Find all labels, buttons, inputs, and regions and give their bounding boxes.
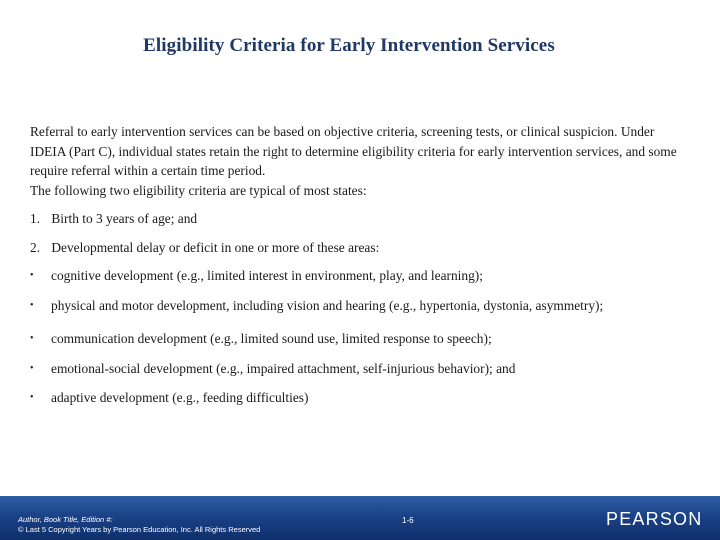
footer-credits — [18, 515, 260, 535]
criterion-number: 1. — [30, 211, 41, 226]
area-item-adaptive — [30, 388, 680, 408]
area-text: communication development (e.g., limited sound use, limited response to speech); — [51, 331, 492, 346]
pearson-logo: PEARSON — [606, 509, 703, 529]
bullet-icon: • — [30, 333, 34, 344]
criterion-1 — [30, 209, 680, 229]
footer-bar — [0, 496, 720, 540]
area-text: emotional-social development (e.g., impaired attachment, self-injurious behavior); and — [51, 360, 516, 376]
bullet-icon: • — [30, 299, 34, 311]
intro-paragraph: Referral to early intervention services can be based on objective criteria, screening tests, or clinical suspicion. Under IDEIA (Part C), individual states retain the right to determine eligibility criteria for early intervention services, and some require referral within a certain time period. — [30, 124, 677, 178]
bullet-icon: • — [30, 392, 34, 403]
slide-title: Eligibility Criteria for Early Intervention Services — [143, 35, 555, 56]
footer-copyright: © Last 5 Copyright Years by Pearson Education, Inc. All Rights Reserved — [18, 525, 261, 534]
area-text: adaptive development (e.g., feeding difficulties) — [51, 390, 309, 405]
area-item-cognitive — [30, 266, 680, 286]
slide-body — [30, 122, 680, 408]
criteria-intro: The following two eligibility criteria are typical of most states: — [30, 182, 367, 198]
criterion-text: Birth to 3 years of age; and — [51, 211, 198, 226]
criterion-2 — [30, 238, 680, 258]
footer-book-line: Author, Book Title, Edition #: — [18, 515, 113, 524]
area-text: cognitive development (e.g., limited interest in environment, play, and learning); — [51, 268, 483, 283]
criterion-number: 2. — [30, 239, 41, 255]
bullet-icon: • — [30, 270, 34, 281]
criterion-text: Developmental delay or deficit in one or more of these areas: — [51, 239, 380, 255]
bullet-icon: • — [30, 362, 34, 374]
area-item-emotional-social — [30, 359, 680, 379]
area-item-communication — [30, 329, 680, 349]
page-number: 1-6 — [402, 516, 414, 525]
area-item-physical-motor — [30, 296, 680, 316]
area-text: physical and motor development, including vision and hearing (e.g., hypertonia, dystonia, asymmetry); — [51, 297, 604, 313]
